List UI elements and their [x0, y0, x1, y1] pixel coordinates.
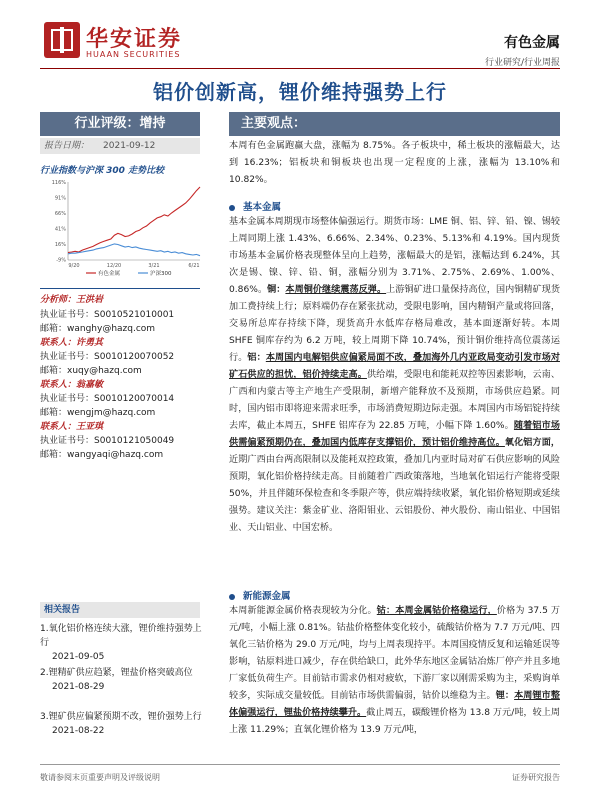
copper-summary: 本周铜价继续震荡反弹。: [285, 285, 387, 295]
y-tick-label: 91%: [54, 195, 66, 202]
related-report-date: 2021-08-22: [52, 726, 105, 736]
cobalt-summary: 钴：本周金属钴价格稳运行，: [376, 606, 497, 616]
industry-name: 有色金属: [504, 35, 560, 51]
ne-text: 本周新能源金属价格表现较为分化。: [229, 606, 377, 616]
related-report-date: 2021-08-29: [52, 682, 105, 692]
aluminum-summary: 本周国内电解铝供应偏紧局面不改，叠加海外几内亚政局变动引发市场对矿石供应的担忧，铝价持续走高。: [229, 353, 560, 380]
legend-label: 有色金属: [98, 271, 121, 277]
related-report-link[interactable]: [40, 710, 202, 738]
new-energy-paragraph: [229, 603, 560, 739]
series-line-0: [68, 187, 200, 253]
copper-label: 铜：: [267, 285, 286, 295]
bullet-icon: [229, 205, 235, 211]
cobalt-text: 价格为 37.5 万元/吨，小幅上涨 0.81%。钴盐价格整体变化较小，硫酸钴价格为 7.7 万元/吨、四氧化三钴价格为 29.0 万元/吨，均与上周表现持平。本周国疫情反复和运输延误等影响，钴原料进口减少，存在供给缺口，此外华东地区金属钴冶炼厂停产并且多地厂家低负荷生产。目前钴市需求仍相对疲软，下游厂家以刚需采购为主，采购询单较多，实际成交量较低。目前钴市场供需偏弱，钴价以维稳为主。: [229, 606, 560, 701]
y-tick-label: 41%: [54, 226, 66, 233]
alumina-text: 近期广西由台两高限制以及能耗双控政策，叠加几内亚时局对矿石供应影响的风险预期，氧化铝价格持续走高。目前随着广西政策落地，当地氧化铝运行产能将受限 50%，并且伴随环保检查和冬季限产等，供应端持续收紧，氧化铝价格短期或延续强势。建议关注：紫金矿业、洛阳钼业、云铝股份、神火股份、南山铝业、中国铝业、天山铝业、中国宏桥。: [229, 455, 560, 533]
company-logo-icon: [44, 22, 80, 58]
lithium-text: 截止周五，碳酸锂价格为 13.8 万元/吨，较上周上涨 11.29%；直氧化锂价格为 13.9 万元/吨，: [229, 708, 560, 735]
aluminum-outlook: 随着铝市场供需偏紧预期仍在，叠加国内低库存支撑铝价，预计铝价维持高位。: [229, 421, 560, 448]
company-name-en: HUAAN SECURITIES: [86, 50, 181, 59]
contact-email: 邮箱：xuqy@hazq.com: [40, 366, 142, 376]
copper-text: 上游铜矿进口量保持高位，国内铜精矿现货加工费持续上行；原料端仍存在紧张扰动，受限电影响，国内精铜产量或将回落，交易所总库存持续下降，现货高升水低库存格局难改，基本面逐渐好转。本周 SHFE 铜库存约为 6.2 万吨，较上周期下降 10.74%，预计铜价维持高位震荡运行。: [229, 285, 560, 363]
date-value: 2021-09-12: [103, 141, 156, 151]
related-report-link[interactable]: [40, 666, 202, 694]
related-report-date: 2021-09-05: [52, 652, 105, 662]
section-heading-new-energy-metals: [229, 588, 291, 602]
x-tick-label: 6/21: [188, 263, 200, 269]
report-type: 行业研究/行业周报: [484, 58, 560, 68]
aluminum-text: 供给端，受限电和能耗双控等因素影响，云南、广西和内蒙古等主产地生产受限制，新增产能释放不及预期，市场供应趋紧。同时，国内铝市即将迎来需求旺季，市场消费短期边际走强。本周国内市场铝锭持续去库，截止本周五，SHFE 铝库存为 22.85 万吨，小幅下降 1.60%。: [229, 370, 560, 431]
lithium-summary: 本周锂市整体偏强运行，锂盐价格持续攀升。: [229, 691, 560, 718]
contact-cert: 执业证书号：S0010120070014: [40, 394, 175, 404]
disclaimer-note: 敬请参阅末页重要声明及评级说明: [40, 773, 160, 782]
analyst-email: 邮箱：wanghy@hazq.com: [40, 324, 156, 334]
x-tick-label: 9/20: [68, 263, 80, 269]
y-tick-label: 116%: [51, 180, 66, 186]
contact-cert: 执业证书号：S0010120070052: [40, 352, 175, 362]
alumina-label: 氧化铝方面，: [504, 438, 560, 448]
basic-metals-text: 基本金属本周期现市场整体偏强运行。期货市场：LME 铜、铝、锌、铅、镍、锡较上周同期上涨 1.43%、6.66%、2.34%、0.23%、5.13%和 4.19%。国内现货市场基本金属价格表现整体呈向上趋势，涨幅最大的是铝，涨幅达到 6.24%，其次是锡、镍、锌、铅、铜，涨幅分别为 3.71%、2.75%、2.69%、1.00%、0.86%。: [229, 217, 560, 295]
related-report-text: 2.锂精矿供应趋紧，锂盐价格突破高位: [40, 668, 193, 678]
aluminum-label: 铝：: [247, 353, 266, 363]
x-tick-label: 3/21: [148, 263, 160, 269]
report-date: [40, 138, 200, 154]
section-heading-text: 新能源金属: [243, 591, 291, 602]
date-label: 报告日期：: [44, 141, 90, 151]
analyst-name: 分析师：王洪岩: [40, 295, 104, 305]
related-report-text: 3.锂矿供应偏紧预期不改，锂价强势上行: [40, 712, 202, 722]
legend-label: 沪深300: [150, 271, 172, 277]
contact-cert: 执业证书号：S0010121050049: [40, 436, 175, 446]
header-divider: [40, 68, 560, 69]
x-tick-label: 12/20: [106, 263, 122, 269]
contact-email: 邮箱：wengjm@hazq.com: [40, 408, 156, 418]
industry-rating: 行业评级：增持: [40, 112, 200, 136]
lithium-label: 锂：: [495, 691, 515, 701]
y-tick-label: 16%: [54, 241, 66, 248]
section-heading-basic-metals: [229, 199, 281, 213]
y-tick-label: 66%: [54, 210, 66, 217]
bullet-icon: [229, 594, 235, 600]
contact-name: 联系人：翁嘉敏: [40, 380, 104, 390]
key-points-title: 主要观点：: [229, 112, 560, 136]
footer-divider: [40, 764, 560, 765]
intro-paragraph: 本周有色金属跑赢大盘，涨幅为 8.75%。各子板块中，稀土板块的涨幅最大，达到 16.23%；铝板块和铜板块也出现一定程度的上涨，涨幅为 13.10%和 10.82%。: [229, 141, 560, 185]
performance-chart: [40, 176, 210, 284]
report-title: 铝价创新高，锂价维持强势上行: [153, 80, 447, 104]
related-report-text: 1.氧化铝价格连续大涨，锂价维持强势上行: [40, 624, 202, 648]
chart-title: 行业指数与沪深 300 走势比较: [40, 166, 165, 176]
analyst-cert: 执业证书号：S0010521010001: [40, 310, 175, 320]
series-line-1: [68, 244, 200, 256]
contact-email: 邮箱：wangyaqi@hazq.com: [40, 450, 164, 460]
contact-name: 联系人：许勇其: [40, 338, 104, 348]
company-name: 华安证券: [86, 26, 183, 52]
section-divider: [40, 288, 200, 289]
y-tick-label: -9%: [56, 257, 66, 264]
footer-label: 证券研究报告: [512, 773, 560, 782]
contact-name: 联系人：王亚琪: [40, 422, 104, 432]
related-report-link[interactable]: [40, 622, 202, 664]
basic-metals-paragraph: [229, 214, 560, 537]
section-heading-text: 基本金属: [243, 202, 282, 213]
related-reports-title: 相关报告: [40, 602, 200, 618]
